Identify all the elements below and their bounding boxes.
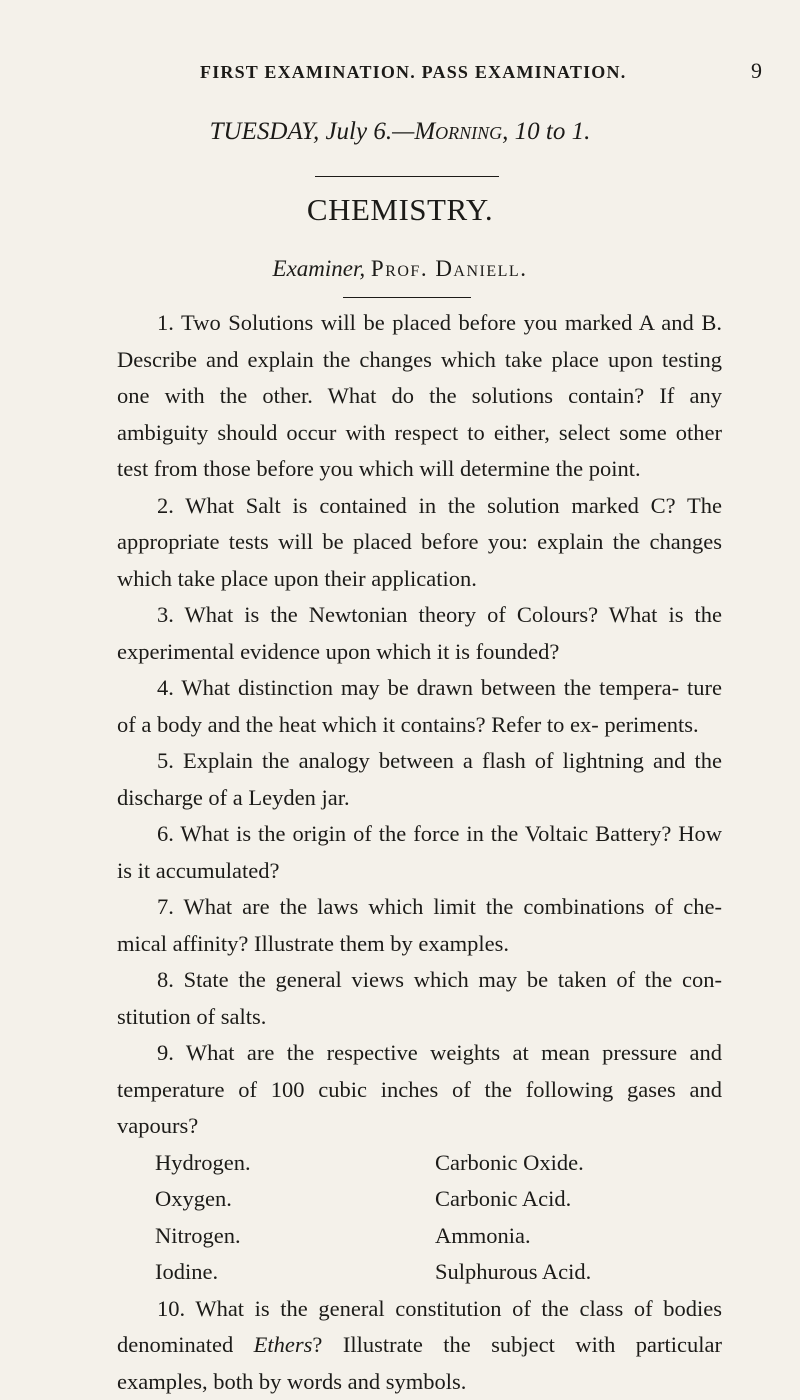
gas-list <box>155 1145 722 1291</box>
gas-item: Hydrogen. <box>155 1145 435 1182</box>
question-7: 7. What are the laws which limit the combinations of che- mical affinity? Illustrate them by examples. <box>117 889 722 962</box>
question-4: 4. What distinction may be drawn between the tempera- ture of a body and the heat which it contains? Refer to ex- periments. <box>117 670 722 743</box>
exam-session: Morning, <box>414 118 508 145</box>
gas-item: Carbonic Oxide. <box>435 1145 695 1182</box>
page-number: 9 <box>751 58 762 84</box>
question-2: 2. What Salt is contained in the solution marked C? The appropriate tests will be placed before you: explain the changes which take place upon their application. <box>117 488 722 598</box>
running-title: FIRST EXAMINATION. PASS EXAMINATION. <box>200 62 626 83</box>
question-8: 8. State the general views which may be taken of the con- stitution of salts. <box>117 962 722 1035</box>
question-list <box>117 305 722 1400</box>
question-10 <box>117 1291 722 1400</box>
question-6: 6. What is the origin of the force in the Voltaic Battery? How is it accumulated? <box>117 816 722 889</box>
question-3: 3. What is the Newtonian theory of Colours? What is the experimental evidence upon which it is founded? <box>117 597 722 670</box>
divider-top <box>315 176 499 177</box>
gas-item: Ammonia. <box>435 1218 695 1255</box>
question-1: 1. Two Solutions will be placed before you marked A and B. Describe and explain the changes which take place upon testing one with the other. What do the solutions contain? If any ambiguity should occur with respect to either, select some other test from those before you which will determine the point. <box>117 305 722 488</box>
gas-item: Oxygen. <box>155 1181 435 1218</box>
divider-bottom <box>343 297 471 298</box>
question-9: 9. What are the respective weights at mean pressure and temperature of 100 cubic inches of the following gases and vapours? <box>117 1035 722 1145</box>
examiner-label: Examiner, <box>273 256 366 281</box>
exam-date-line <box>0 118 800 146</box>
gas-item: Carbonic Acid. <box>435 1181 695 1218</box>
question-10-text-before: 10. What is the general constitution of the class of bodies denominated <box>117 1296 722 1358</box>
question-5: 5. Explain the analogy between a flash of lightning and the discharge of a Leyden jar. <box>117 743 722 816</box>
question-10-text-after: ? Illustrate the subject with particular examples, both by words and symbols. <box>117 1332 722 1394</box>
exam-time: 10 to 1. <box>515 118 591 145</box>
gas-item: Sulphurous Acid. <box>435 1254 695 1291</box>
question-10-ethers: Ethers <box>254 1332 313 1357</box>
gas-item: Iodine. <box>155 1254 435 1291</box>
examiner-line <box>0 256 800 282</box>
gas-item: Nitrogen. <box>155 1218 435 1255</box>
examiner-name: Prof. Daniell. <box>371 256 528 281</box>
subject-title: CHEMISTRY. <box>0 192 800 228</box>
running-header <box>115 62 762 92</box>
exam-date: TUESDAY, July 6.— <box>210 118 415 145</box>
